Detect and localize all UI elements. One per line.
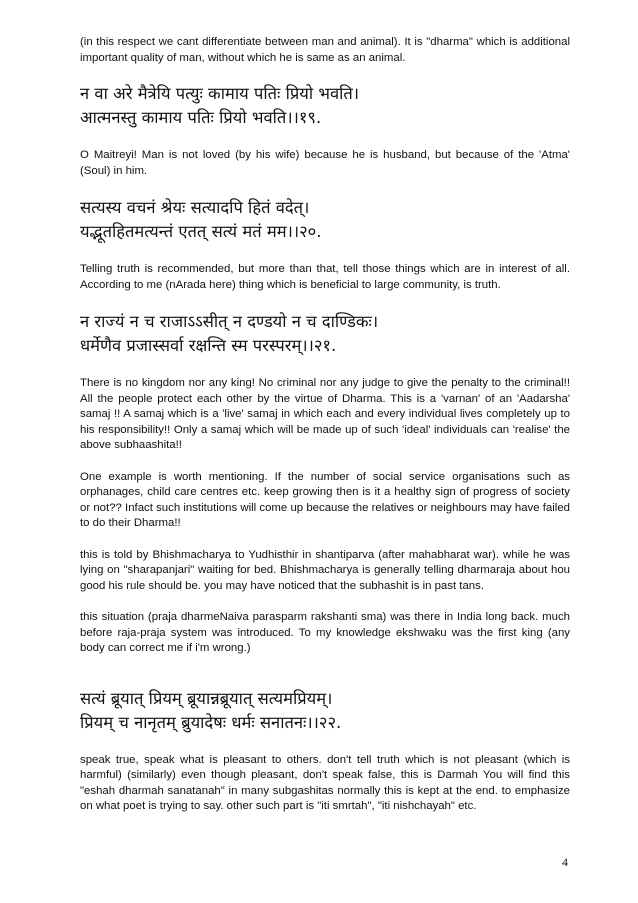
verse-line: प्रियम् च नानृतम् ब्रुयादेषः धर्मः सनातनः।।२२. [80, 712, 342, 732]
verse-line: धर्मेणैव प्रजास्सर्वा रक्षन्ति स्म परस्परम्।।२१. [80, 336, 337, 355]
verse-line: सत्यस्य वचनं श्रेयः सत्यादपि हितं वदेत्। [80, 198, 310, 217]
verse-line: सत्यं ब्रूयात् प्रियम् ब्रूयान्नब्रूयात् सत्यमप्रियम्। [80, 688, 333, 708]
paragraph-intro: (in this respect we cant differentiate between man and animal). It is "dharma" which is additional important quality of man, without which he is same as an animal. [80, 36, 570, 64]
paragraph-translation-22: speak true, speak what is pleasant to others. don't tell truth which is not pleasant (which is harmful) (similarly) even though pleasant, don't speak false, this is Darmah You will find this "eshah dharmah sanatanah" in many subgashitas normally this is kept at the end. to emphasize on what poet is trying to say. other such part is "iti smrtah", "iti nishchayah" etc. [80, 753, 570, 812]
verse-line: न राज्यं न च राजाऽऽसीत् न दण्डयो न च दाण्डिकः। [80, 312, 379, 331]
paragraph-translation-19: O Maitreyi! Man is not loved (by his wife) because he is husband, but because of the 'Atma' (Soul) in him. [80, 149, 570, 177]
page-content [80, 35, 570, 815]
paragraph-translation-21: There is no kingdom nor any king! No criminal nor any judge to give the penalty to the criminal!! All the people protect each other by the virtue of Dharma. This is a 'varnan' of an 'Aadarsha' samaj !! A samaj which is a 'live' samaj in which each and every individual lives completely up to his responsibility!! Only a samaj which will be made up of such 'ideal' individuals can 'realise' the above subhaashita!! [80, 377, 570, 451]
verse-21 [80, 310, 570, 358]
verse-line: आत्मनस्तु कामाय पतिः प्रियो भवति।।१९. [80, 108, 322, 127]
verse-22 [80, 687, 570, 735]
paragraph-translation-20: Telling truth is recommended, but more than that, tell those things which are in interest of all. According to me (nArada here) thing which is beneficial to large community, is truth. [80, 263, 570, 291]
paragraph-bhishmacharya: this is told by Bhishmacharya to Yudhisthir in shantiparva (after mahabharat war). while he was lying on "sharapanjari" waiting for bed. Bhishmacharya is generally telling dharmaraja about hou good his rule should be. you may have noticed that the subhashit is in past tans. [80, 548, 570, 592]
verse-19 [80, 82, 570, 130]
page-number: 4 [562, 855, 568, 869]
paragraph-situation: this situation (praja dharmeNaiva parasparm rakshanti sma) was there in India long back. much before raja-praja system was introduced. To my knowledge ekshwaku was the first king (any body can correct me if i'm wrong.) [80, 611, 570, 654]
verse-line: यद्भूतहितमत्यन्तं एतत् सत्यं मतं मम।।२०. [80, 222, 322, 241]
verse-20 [80, 196, 570, 244]
verse-line: न वा अरे मैत्रेयि पत्युः कामाय पतिः प्रियो भवति। [80, 84, 360, 103]
paragraph-example: One example is worth mentioning. If the number of social service organisations such as orphanages, child care centres etc. keep growing then is it a healthy sign of progress of society or not?? Infact such institutions will come up because the relatives or neighbours may have failed to do their Dharma!! [80, 470, 570, 529]
